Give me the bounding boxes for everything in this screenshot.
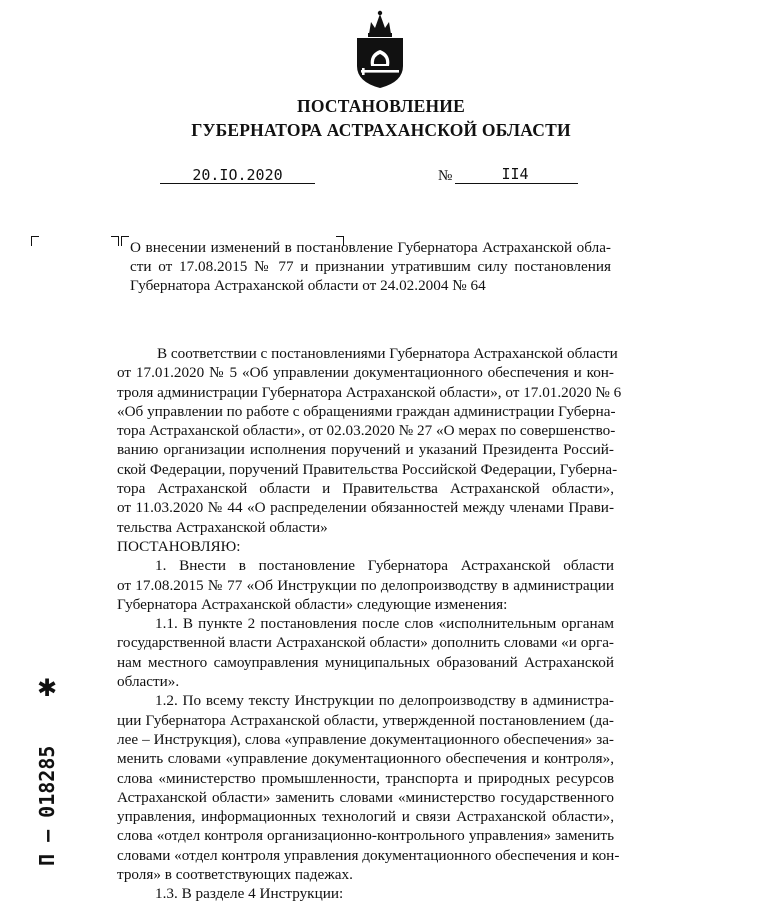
body-line: области». — [117, 673, 180, 691]
number-label: № — [438, 168, 453, 184]
body-line: управления, информационных технологий и связи Астраханской области», — [117, 808, 614, 826]
body-line: от 17.08.2015 № 77 «Об Инструкции по делопроизводству в администрации — [117, 576, 614, 594]
body-line: тора Астраханской области и Правительства Астраханской области», — [117, 480, 614, 498]
document-number: II4 — [501, 165, 529, 183]
body-line: менить словами «управление документационного обеспечения и контроля», — [117, 750, 614, 768]
resolution-keyword: ПОСТАНОВЛЯЮ: — [117, 537, 241, 555]
body-line: словами «отдел контроля управления документационного обеспечения и кон- — [117, 846, 620, 864]
body-line: 1.1. В пункте 2 постановления после слов «исполнительным органам — [155, 615, 614, 633]
issuer-title: ГУБЕРНАТОРА АСТРАХАНСКОЙ ОБЛАСТИ — [191, 120, 571, 140]
body-line: от 11.03.2020 № 44 «О распределении обязанностей между членами Прави- — [117, 499, 614, 517]
body-line: ванию организации исполнения поручений и указаний Президента Россий- — [117, 441, 614, 459]
body-line: тельства Астраханской области» — [117, 518, 328, 536]
body-line: 1.2. По всему тексту Инструкции по делопроизводству в администра- — [155, 692, 614, 710]
serial-number-text: П – 018285 — [35, 745, 59, 866]
body-line: слова «министерство промышленности, транспорта и природных ресурсов — [117, 769, 614, 787]
number-underline — [455, 183, 578, 184]
body-line: 1. Внести в постановление Губернатора Астраханской области — [155, 557, 614, 575]
body-line: ской Федерации, поручений Правительства Российской Федерации, Губерна- — [117, 460, 618, 478]
date-underline — [160, 183, 315, 184]
subject-corner-mark-left-b — [121, 236, 129, 246]
document-type-title: ПОСТАНОВЛЕНИЕ — [297, 96, 465, 116]
document-subject — [130, 238, 611, 296]
subject-line: О внесении изменений в постановление Губернатора Астраханской обла- — [130, 239, 611, 256]
left-margin-corner-mark — [31, 236, 39, 246]
body-line: Астраханской области» заменить словами «министерство государственного — [117, 788, 614, 806]
subject-corner-mark-left-a — [111, 236, 119, 246]
body-line: «Об управлении по работе с обращениями граждан администрации Губерна- — [117, 402, 616, 420]
coat-of-arms-emblem — [349, 8, 411, 90]
serial-number-vertical — [16, 674, 59, 870]
body-line: ции Губернатора Астраханской области, утвержденной постановлением (да- — [117, 711, 614, 729]
body-line: лее – Инструкция), слова «управление документационного обеспечения» за- — [117, 730, 614, 748]
document-body — [117, 344, 622, 904]
body-line: троля» в соответствующих падежах. — [117, 866, 353, 884]
body-line: слова «отдел контроля организационно-контрольного управления» заменить — [117, 827, 614, 845]
subject-line: сти от 17.08.2015 № 77 и признании утратившим силу постановления — [130, 258, 611, 276]
body-line: Губернатора Астраханской области» следующие изменения: — [117, 595, 508, 613]
document-date: 20.IO.2020 — [192, 166, 283, 184]
body-line: 1.3. В разделе 4 Инструкции: — [155, 885, 344, 903]
body-line: тора Астраханской области», от 02.03.2020 № 27 «О мерах по совершенство- — [117, 422, 616, 440]
body-line: троля администрации Губернатора Астраханской области», от 17.01.2020 № 6 — [117, 383, 622, 401]
body-line: государственной власти Астраханской области» дополнить словами «и орга- — [117, 634, 614, 652]
body-line: В соответствии с постановлениями Губернатора Астраханской области — [157, 345, 618, 362]
body-line: от 17.01.2020 № 5 «Об управлении документационного обеспечения и кон- — [117, 364, 614, 382]
body-line: нам местного самоуправления муниципальных образований Астраханской — [117, 653, 614, 671]
subject-line: Губернатора Астраханской области от 24.02.2004 № 64 — [130, 277, 486, 295]
serial-star-mark: ✱ — [36, 674, 58, 702]
